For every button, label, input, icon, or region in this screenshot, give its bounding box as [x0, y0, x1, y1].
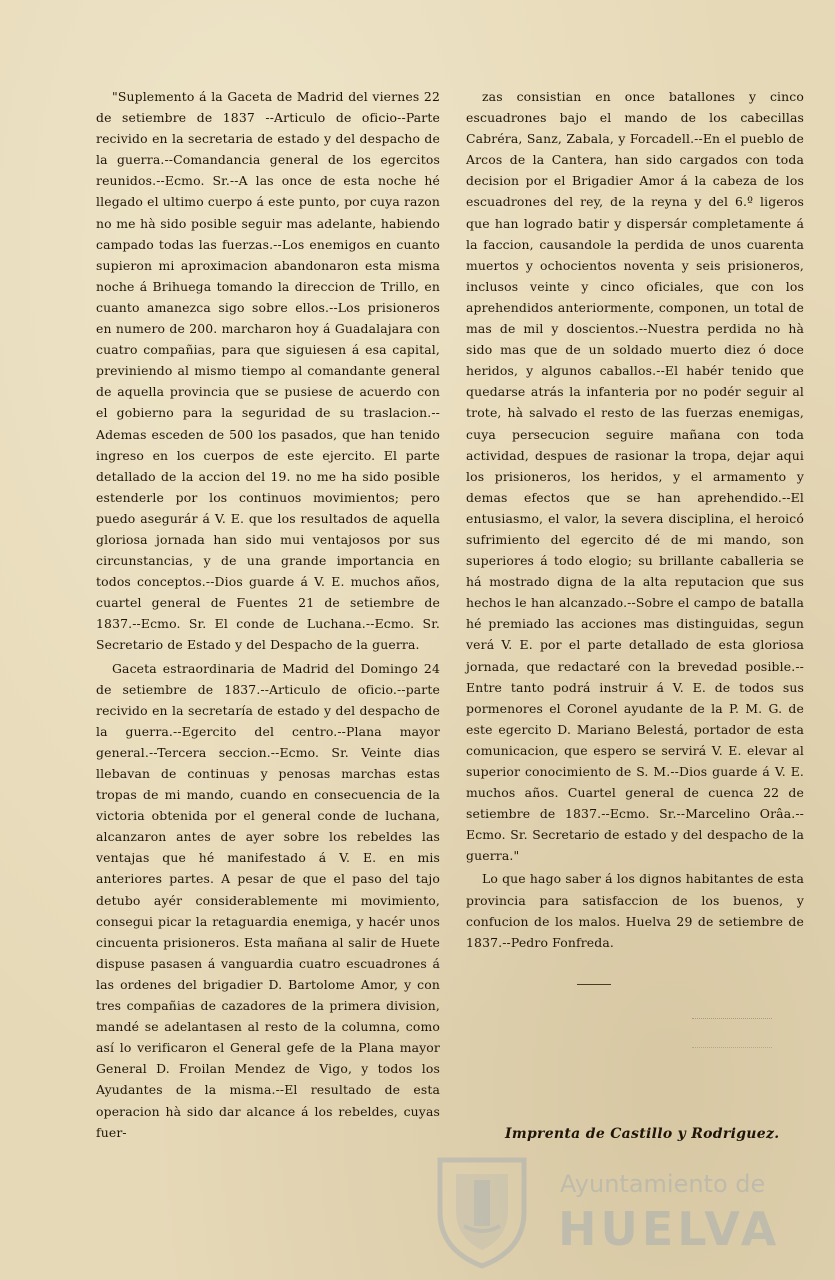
- closing-proclamation: Lo que hago saber á los dignos habitantes de esta provincia para satisfaccion de los buenos, y confucion de los malos. Huelva 29 de setiembre de 1837.--Pedro Fonfreda.: [466, 871, 804, 950]
- section-divider: [577, 984, 611, 985]
- watermark-line2: HUELVA: [558, 1202, 781, 1256]
- left-column: [96, 86, 440, 1143]
- watermark-line1: Ayuntamiento de: [560, 1170, 766, 1198]
- supplement-gazette-paragraph: "Suplemento á la Gaceta de Madrid del viernes 22 de setiembre de 1837 --Articulo de oficio--Parte recivido en la secretaria de estado y del despacho de la guerra.--Comandancia general de los egercitos reunidos.--Ecmo. Sr.--A las once de esta noche hé llegado el ultimo cuerpo á este punto, por cuya razon no me hà sido posible seguir mas adelante, habiendo campado todas las fuerzas.--Los enemigos en cuanto supieron mi aproximacion abandonaron esta misma noche á Brihuega tomando la direccion de Trillo, en cuanto amanezca sigo sobre ellos.--Los prisioneros en numero de 200. marcharon hoy á Guadalajara con cuatro compañias, para que siguiesen á esa capital, previniendo al mismo tiempo al comandante general de aquella provincia que se pusiese de acuerdo con el gobierno para la seguridad de su traslacion.--Ademas esceden de 500 los pasados, que han tenido ingreso en los cuerpos de este ejercito. El parte detallado de la accion del 19. no me ha sido posible estenderle por los continuos movimientos; pero puedo asegurár á V. E. que los resultados de aquella gloriosa jornada han sido mui ventajosos por sus circunstancias, y de una grande importancia en todos conceptos.--Dios guarde á V. E. muchos años, cuartel general de Fuentes 21 de setiembre de 1837.--Ecmo. Sr. El conde de Luchana.--Ecmo. Sr. Secretario de Estado y del Despacho de la guerra.: [96, 89, 440, 653]
- right-column: [466, 86, 804, 953]
- faint-bleed-through: [692, 1018, 772, 1048]
- ayuntamiento-watermark: [400, 1150, 820, 1270]
- printer-imprint: Imprenta de Castillo y Rodriguez.: [505, 1126, 780, 1142]
- shield-icon: [422, 1150, 542, 1270]
- battle-report-continuation: zas consistian en once batallones y cinco escuadrones bajo el mando de los cabecillas Cabréra, Sanz, Zabala, y Forcadell.--En el pueblo de Arcos de la Cantera, han sido cargados con toda decision por el Brigadier Amor á la cabeza de los escuadrones del rey, de la reyna y del 6.º ligeros que han logrado batir y dispersár completamente á la faccion, causandole la perdida de unos cuarenta muertos y ochocientos noventa y seis prisioneros, inclusos veinte y cinco oficiales, que con los aprehendidos anteriormente, componen, un total de mas de mil y doscientos.--Nuestra perdida no hà sido mas que de un soldado muerto diez ó doce heridos, y algunos caballos.--El habér tenido que quedarse atrás la infanteria por no podér seguir al trote, hà salvado el resto de las fuerzas enemigas, cuya persecucion seguire mañana con toda actividad, despues de rasionar la tropa, dejar aqui los prisioneros, los heridos, y el armamento y demas efectos que se han aprehendido.--El entusiasmo, el valor, la severa disciplina, el heroicó sufrimiento del egercito dé de mi mando, son superiores á todo elogio; su brillante caballeria se há mostrado digna de la alta reputacion que sus hechos le han alcanzado.--Sobre el campo de batalla hé premiado las acciones mas distinguidas, segun verá V. E. por el parte detallado de esta gloriosa jornada, que redactaré con la brevedad posible.--Entre tanto podrá instruir á V. E. de todos sus pormenores el Coronel ayudante de la P. M. G. de este egercito D. Mariano Belestá, portador de esta comunicacion, que espero se servirá V. E. elevar al superior conocimiento de S. M.--Dios guarde á V. E. muchos años. Cuartel general de cuenca 22 de setiembre de 1837.--Ecmo. Sr.--Marcelino Orâa.--Ecmo. Sr. Secretario de estado y del despacho de la guerra.": [466, 89, 804, 864]
- extraordinary-gazette-paragraph: Gaceta estraordinaria de Madrid del Domingo 24 de setiembre de 1837.--Articulo de oficio.--parte recivido en la secretaría de estado y del despacho de la guerra.--Egercito del centro.--Plana mayor general.--Tercera seccion.--Ecmo. Sr. Veinte dias llebavan de continuas y penosas marchas estas tropas de mi mando, cuando en consecuencia de la victoria obtenida por el general conde de luchana, alcanzaron antes de ayer sobre los rebeldes las ventajas que hé manifestado á V. E. en mis anteriores partes. A pesar de que el paso del tajo detubo ayér considerablemente mi movimiento, consegui picar la retaguardia enemiga, y hacér unos cincuenta prisioneros. Esta mañana al salir de Huete dispuse pasasen á vanguardia cuatro escuadrones á las ordenes del brigadier D. Bartolome Amor, y con tres compañias de cazadores de la primera division, mandé se adelantasen al resto de la columna, como así lo verificaron el General gefe de la Plana mayor General D. Froilan Mendez de Vigo, y todos los Ayudantes de la misma.--El resultado de esta operacion hà sido dar alcance á los rebeldes, cuyas fuer-: [96, 660, 440, 1140]
